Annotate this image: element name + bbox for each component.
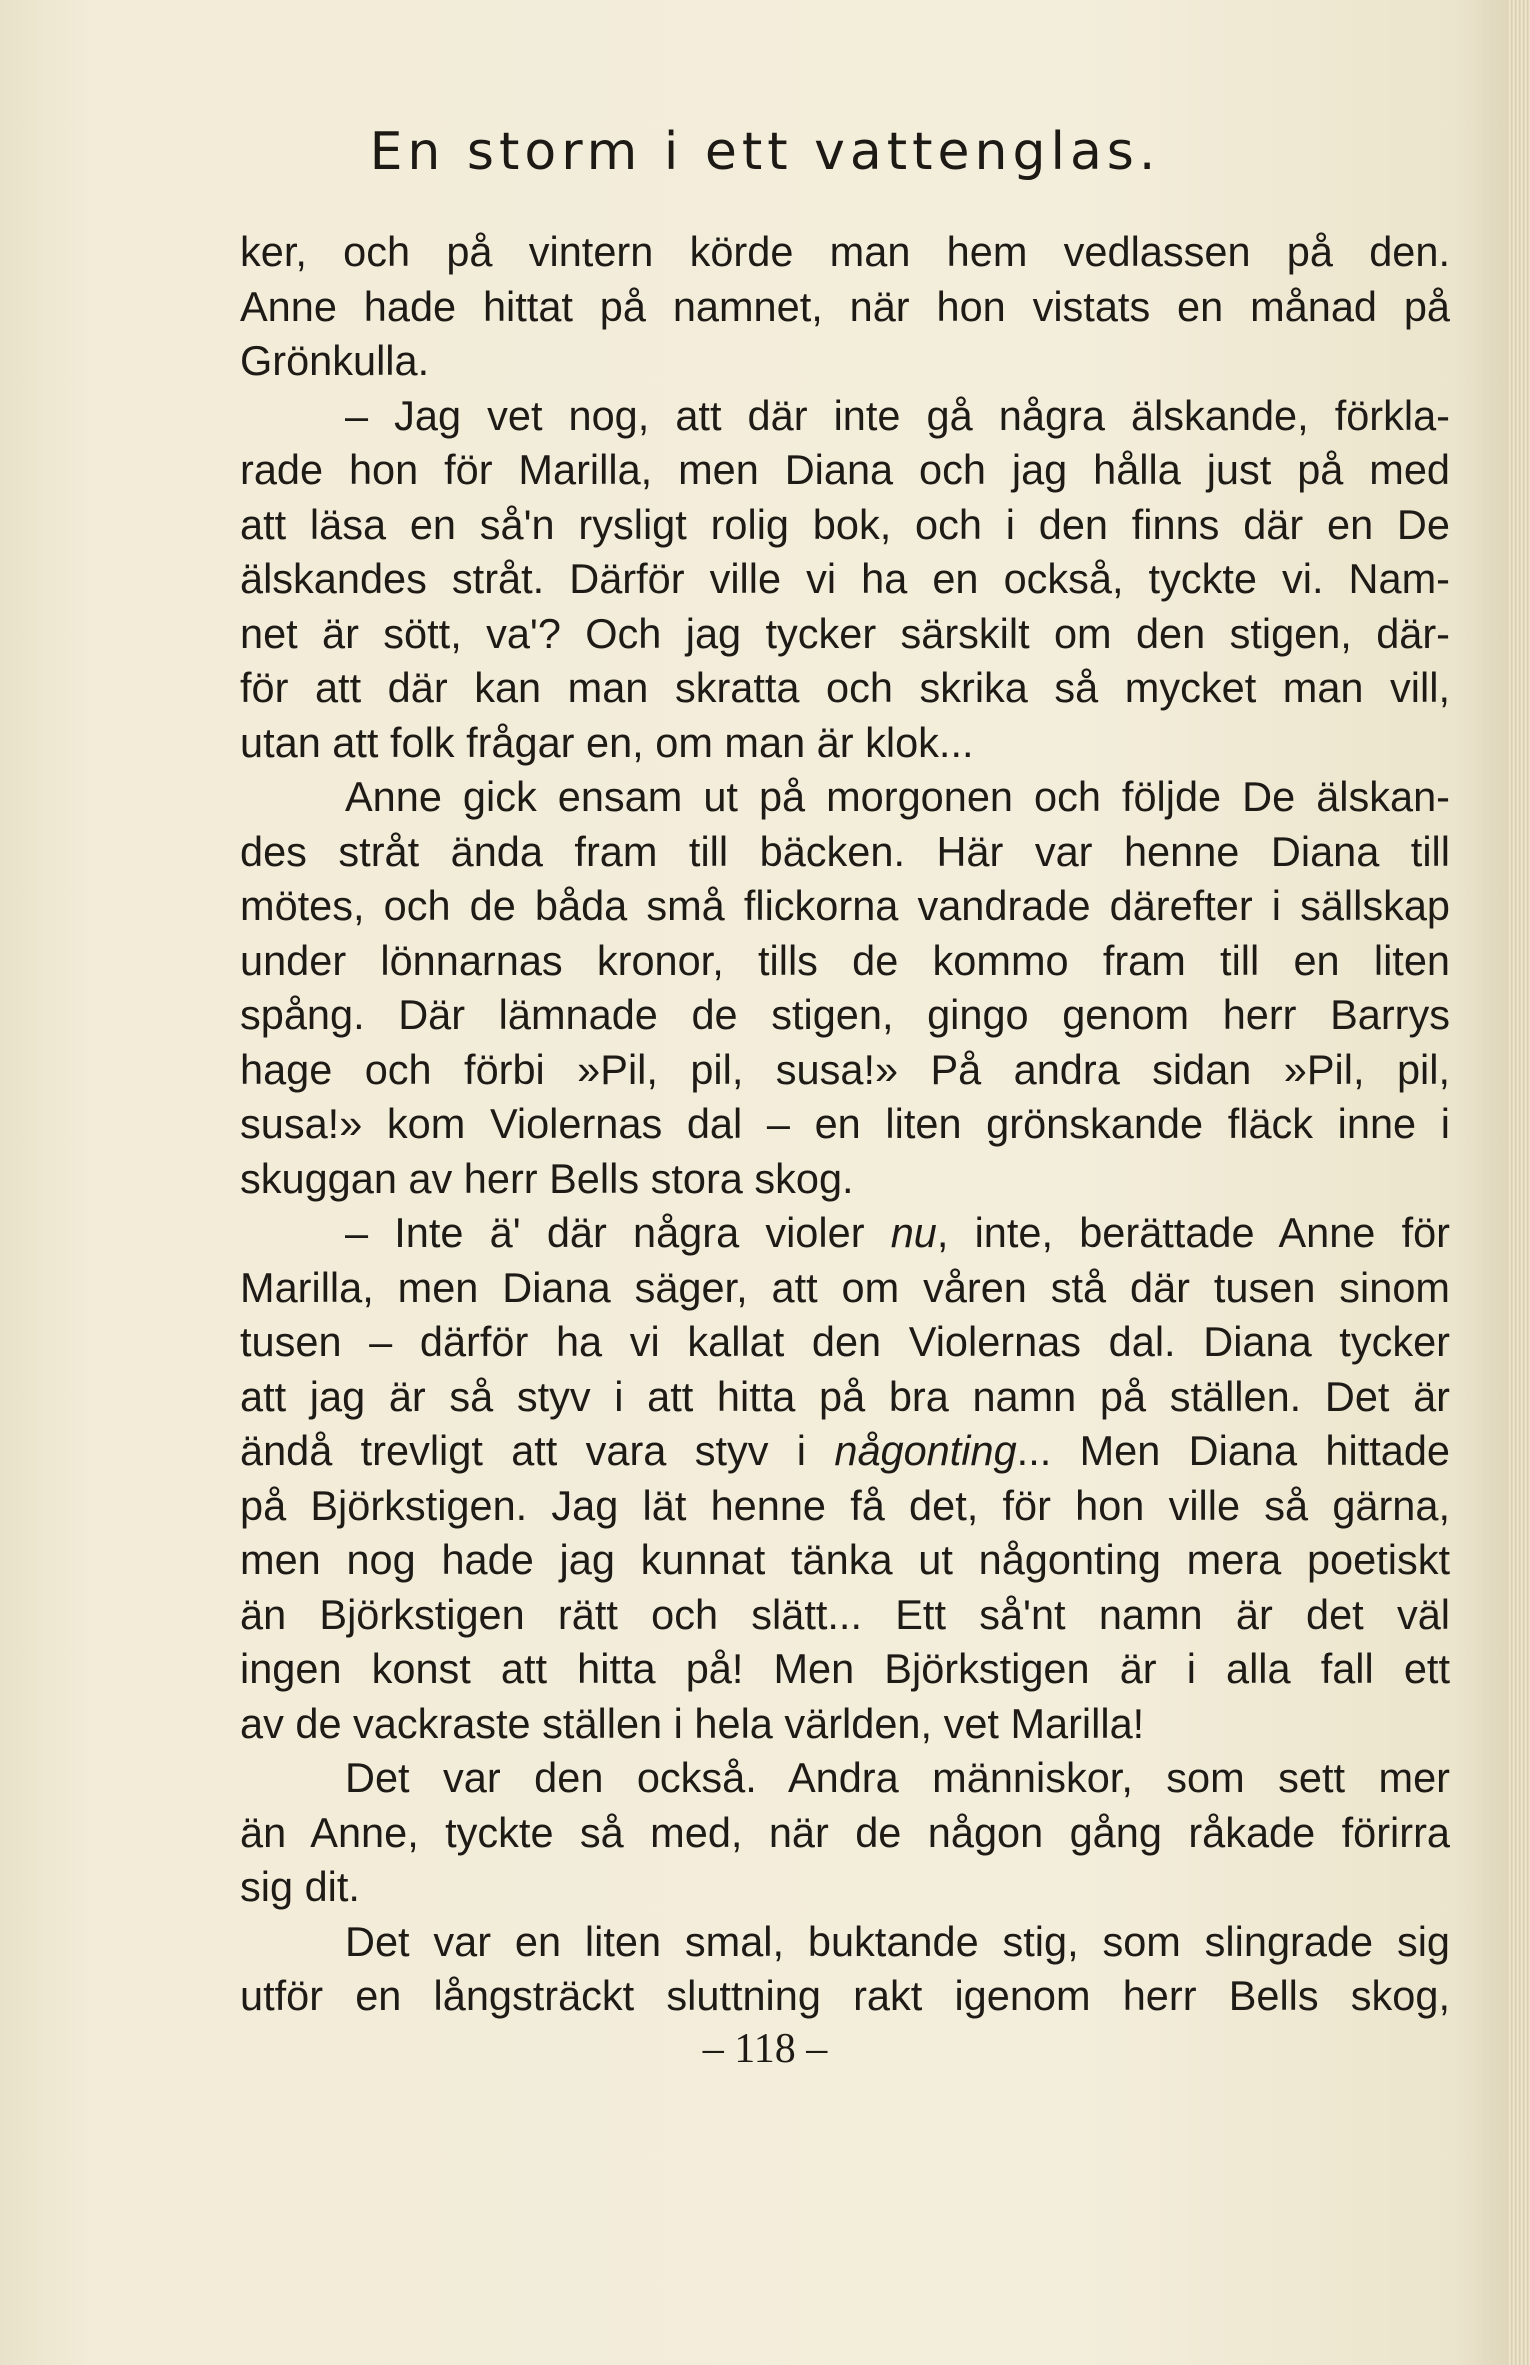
text-line: Anne hade hittat på namnet, när hon vistats en månad på <box>240 282 1450 330</box>
page-number: – 118 – <box>702 2026 828 2072</box>
text-line: att jag är så styv i att hitta på bra namn på ställen. Det är <box>240 1372 1450 1420</box>
text-line: spång. Där lämnade de stigen, gingo genom herr Barrys <box>240 991 1450 1038</box>
text-line: ingen konst att hitta på! Men Björkstigen är i alla fall ett <box>240 1645 1450 1692</box>
text-line: mötes, och de båda små flickorna vandrade därefter i sällskap <box>240 882 1450 929</box>
text-line: att läsa en så'n rysligt rolig bok, och i den finns där en De <box>240 500 1450 548</box>
text-line: Marilla, men Diana säger, att om våren stå där tusen sinom <box>240 1263 1450 1311</box>
text-line: rade hon för Marilla, men Diana och jag hålla just på med <box>240 446 1450 493</box>
text-line: sig dit. <box>240 1863 360 1910</box>
page-edge <box>1508 0 1530 2365</box>
text-line: ker, och på vintern körde man hem vedlassen på den. <box>240 228 1450 275</box>
text-line: Anne gick ensam ut på morgonen och följde De älskan- <box>345 773 1450 820</box>
body-text <box>240 225 1450 2024</box>
text-line: des stråt ända fram till bäcken. Här var henne Diana till <box>240 827 1450 875</box>
text-line: tusen – därför ha vi kallat den Violernas dal. Diana tycker <box>240 1318 1450 1365</box>
running-header: En storm i ett vattenglas. <box>369 122 1161 182</box>
text-line: susa!» kom Violernas dal – en liten grönskande fläck inne i <box>240 1100 1450 1147</box>
text-line: skuggan av herr Bells stora skog. <box>240 1154 854 1202</box>
text-line: av de vackraste ställen i hela världen, vet Marilla! <box>240 1699 1145 1747</box>
text-line: än Björkstigen rätt och slätt... Ett så'nt namn är det väl <box>240 1590 1450 1638</box>
text-line: Det var en liten smal, buktande stig, som slingrade sig <box>345 1917 1450 1965</box>
text-line: Det var den också. Andra människor, som sett mer <box>345 1754 1450 1801</box>
text-line: på Björkstigen. Jag lät henne få det, för hon ville så gärna, <box>240 1481 1450 1529</box>
text-line: men nog hade jag kunnat tänka ut någonting mera poetiskt <box>240 1536 1450 1583</box>
text-line: net är sött, va'? Och jag tycker särskilt om den stigen, där- <box>240 609 1450 657</box>
text-line: under lönnarnas kronor, tills de kommo fram till en liten <box>240 936 1450 984</box>
text-line: älskandes stråt. Därför ville vi ha en också, tyckte vi. Nam- <box>240 555 1450 602</box>
text-line: utför en långsträckt sluttning rakt igenom herr Bells skog, <box>240 1972 1450 2019</box>
text-line: ändå trevligt att vara styv i någonting... Men Diana hittade <box>240 1427 1450 1474</box>
text-line: – Jag vet nog, att där inte gå några älskande, förkla- <box>345 391 1450 439</box>
text-line: – Inte ä' där några violer nu, inte, berättade Anne för <box>345 1209 1451 1256</box>
text-line: utan att folk frågar en, om man är klok... <box>240 718 974 766</box>
text-line: hage och förbi »Pil, pil, susa!» På andra sidan »Pil, pil, <box>240 1045 1450 1093</box>
text-line: Grönkulla. <box>240 337 430 384</box>
text-line: för att där kan man skratta och skrika så mycket man vill, <box>240 664 1450 711</box>
text-line: än Anne, tyckte så med, när de någon gång råkade förirra <box>240 1808 1450 1856</box>
